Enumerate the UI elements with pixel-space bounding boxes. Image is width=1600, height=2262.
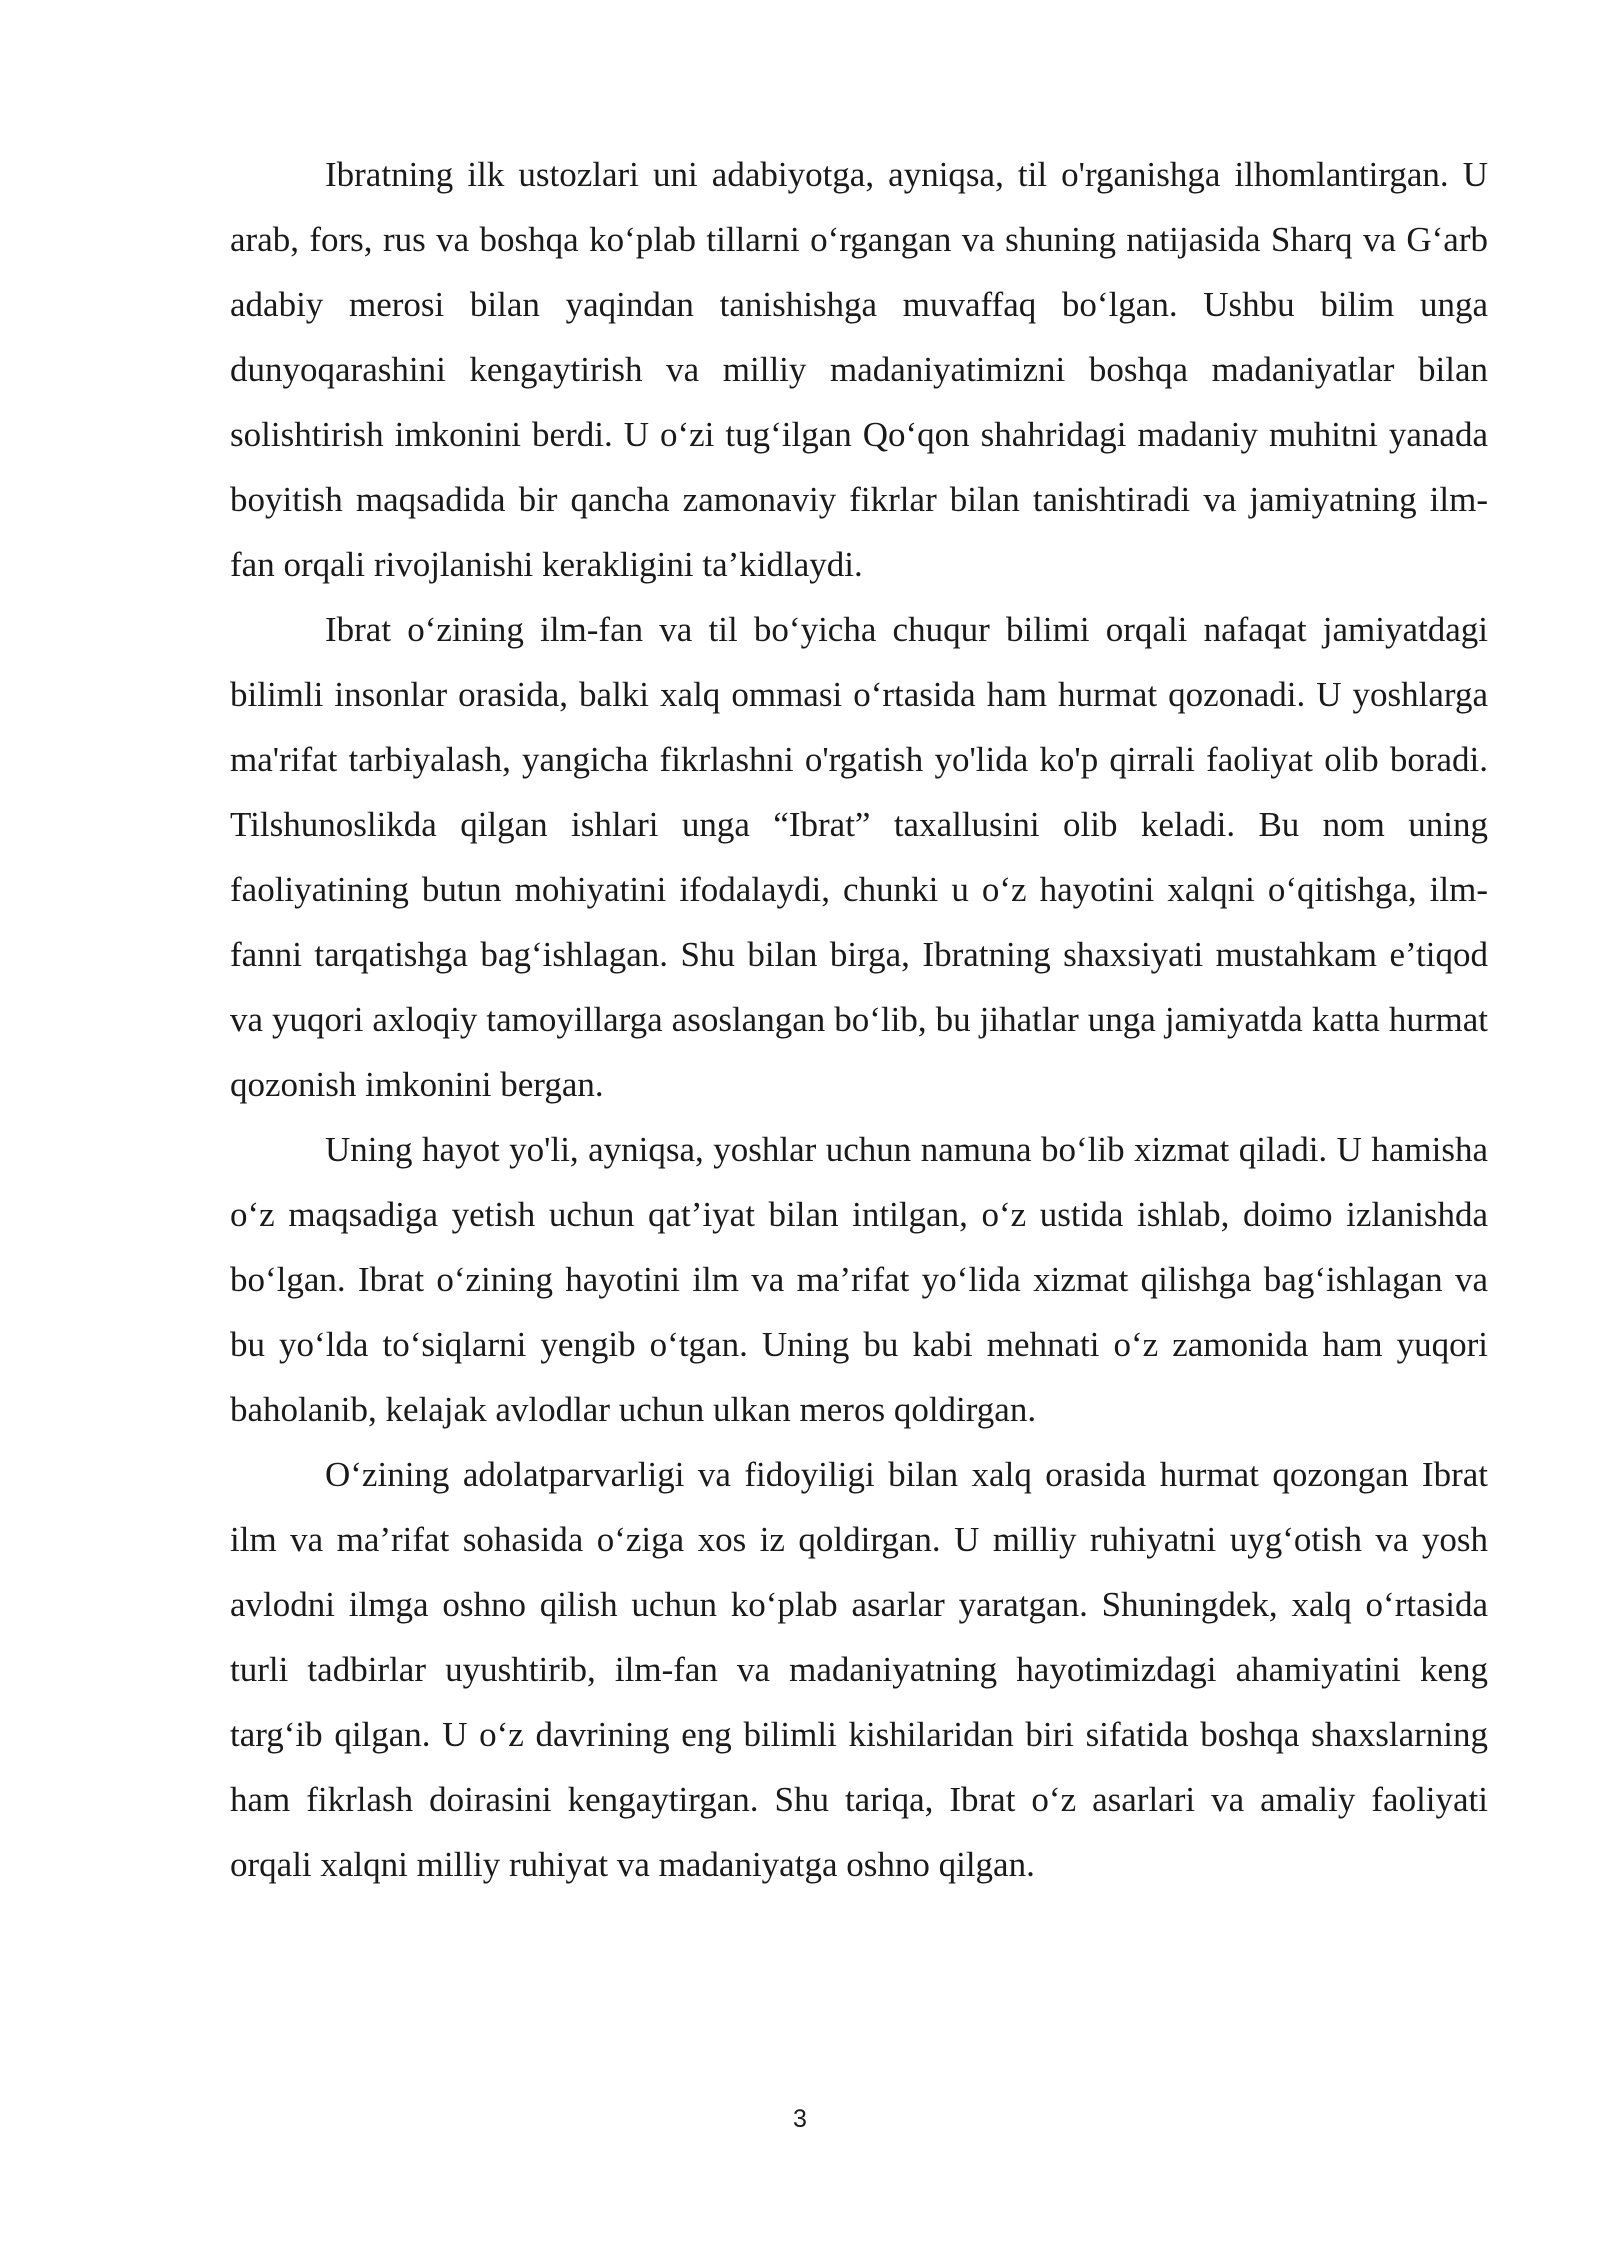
paragraph: Ibratning ilk ustozlari uni adabiyotga, ayniqsa, til o'rganishga ilhomlantirgan. U arab, fors, rus va boshqa ko‘plab tillarni o‘rgangan va shuning natijasida Sharq va G‘arb adabiy merosi bilan yaqindan tanishishga muvaffaq bo‘lgan. Ushbu bilim unga dunyoqarashini kengaytirish va milliy madaniyatimizni boshqa madaniyatlar bilan solishtirish imkonini berdi. U o‘zi tug‘ilgan Qo‘qon shahridagi madaniy muhitni yanada boyitish maqsadida bir qancha zamonaviy fikrlar bilan tanishtiradi va jamiyatning ilm-fan orqali rivojlanishi kerakligini ta’kidlaydi. (230, 155, 1488, 584)
page-number: 3 (793, 2105, 807, 2133)
document-body (230, 142, 1488, 1897)
paragraph: Uning hayot yo'li, ayniqsa, yoshlar uchun namuna bo‘lib xizmat qiladi. U hamisha o‘z maqsadiga yetish uchun qat’iyat bilan intilgan, o‘z ustida ishlab, doimo izlanishda bo‘lgan. Ibrat o‘zining hayotini ilm va ma’rifat yo‘lida xizmat qilishga bag‘ishlagan va bu yo‘lda to‘siqlarni yengib o‘tgan. Uning bu kabi mehnati o‘z zamonida ham yuqori baholanib, kelajak avlodlar uchun ulkan meros qoldirgan. (230, 1130, 1488, 1429)
paragraph: Ibrat o‘zining ilm-fan va til bo‘yicha chuqur bilimi orqali nafaqat jamiyatdagi bilimli insonlar orasida, balki xalq ommasi o‘rtasida ham hurmat qozonadi. U yoshlarga ma'rifat tarbiyalash, yangicha fikrlashni o'rgatish yo'lida ko'p qirrali faoliyat olib boradi. Tilshunoslikda qilgan ishlari unga “Ibrat” taxallusini olib keladi. Bu nom uning faoliyatining butun mohiyatini ifodalaydi, chunki u o‘z hayotini xalqni o‘qitishga, ilm-fanni tarqatishga bag‘ishlagan. Shu bilan birga, Ibratning shaxsiyati mustahkam e’tiqod va yuqori axloqiy tamoyillarga asoslangan bo‘lib, bu jihatlar unga jamiyatda katta hurmat qozonish imkonini bergan. (230, 610, 1488, 1104)
paragraph: O‘zining adolatparvarligi va fidoyiligi bilan xalq orasida hurmat qozongan Ibrat ilm va ma’rifat sohasida o‘ziga xos iz qoldirgan. U milliy ruhiyatni uyg‘otish va yosh avlodni ilmga oshno qilish uchun ko‘plab asarlar yaratgan. Shuningdek, xalq o‘rtasida turli tadbirlar uyushtirib, ilm-fan va madaniyatning hayotimizdagi ahamiyatini keng targ‘ib qilgan. U o‘z davrining eng bilimli kishilaridan biri sifatida boshqa shaxslarning ham fikrlash doirasini kengaytirgan. Shu tariqa, Ibrat o‘z asarlari va amaliy faoliyati orqali xalqni milliy ruhiyat va madaniyatga oshno qilgan. (230, 1455, 1488, 1884)
